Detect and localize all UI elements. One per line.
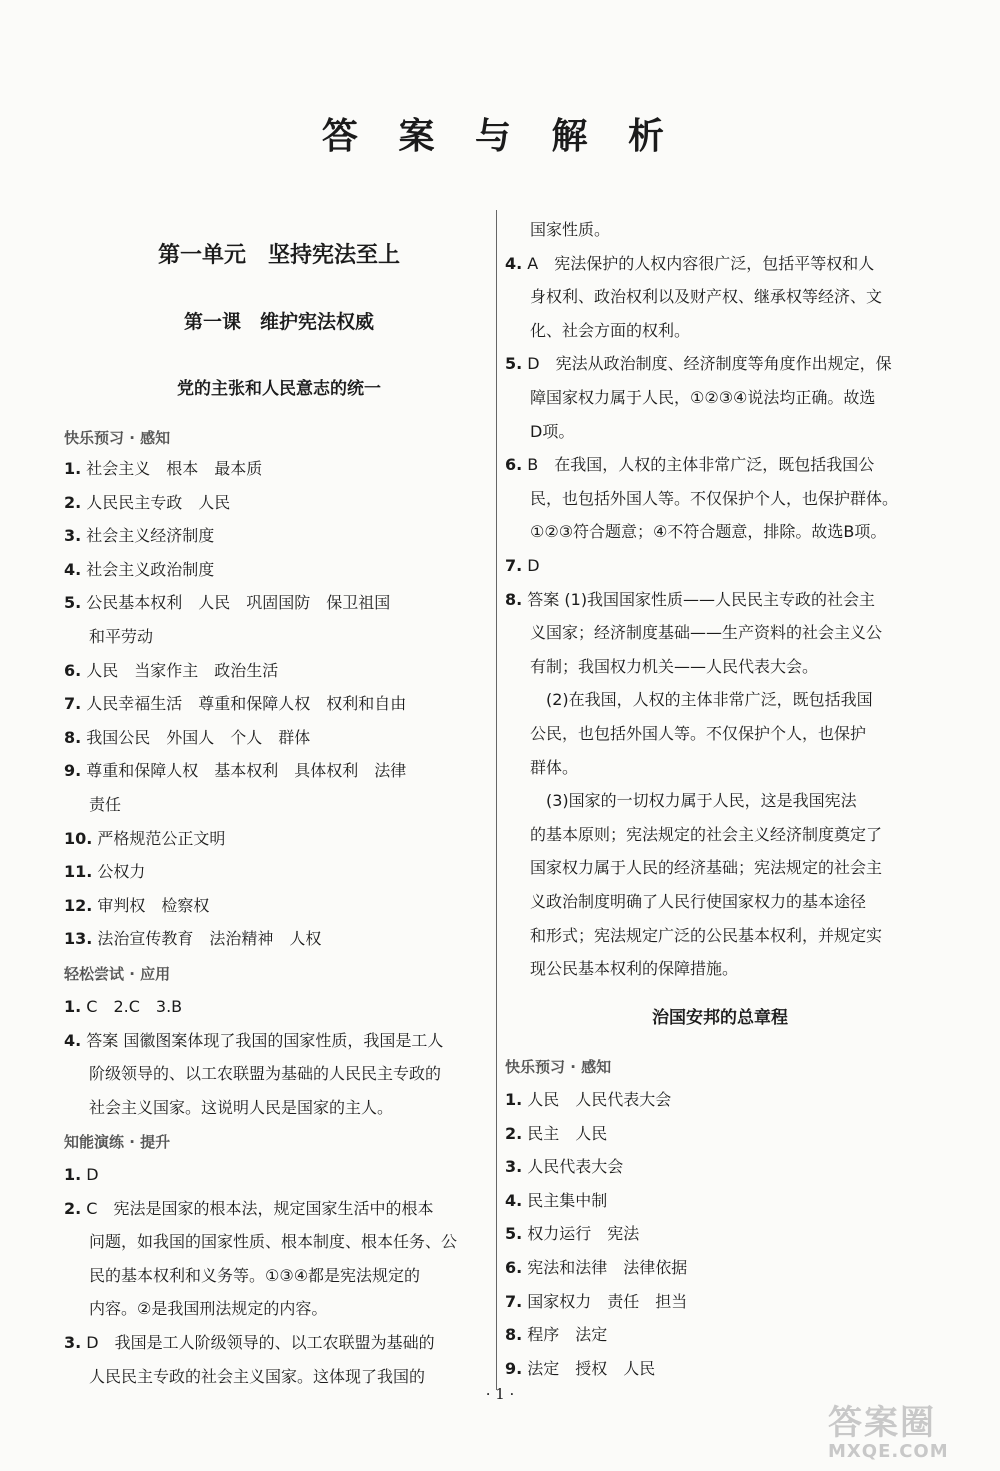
item-text: 答案 (1)我国国家性质——人民民主专政的社会主 xyxy=(522,589,876,609)
item-number: 8. xyxy=(505,589,523,609)
item-number: 3. xyxy=(64,1333,82,1352)
answer-line xyxy=(505,757,578,779)
answer-line xyxy=(64,794,121,816)
answer-line xyxy=(505,1089,671,1111)
item-number: 4. xyxy=(64,1030,82,1050)
answer-line xyxy=(505,891,866,913)
item-text: A 宪法保护的人权内容很广泛，包括平等权和人 xyxy=(522,253,875,273)
item-text: 人民民主专政 人民 xyxy=(81,492,231,512)
item-text: 人民 人民代表大会 xyxy=(522,1090,672,1109)
item-number: 6. xyxy=(64,660,82,680)
item-text: 义国家；经济制度基础——生产资料的社会主义公 xyxy=(530,623,883,643)
answer-line xyxy=(505,1324,607,1346)
item-number: 5. xyxy=(505,1224,523,1244)
item-number: 3. xyxy=(64,526,82,546)
subsection-label: 知能演练 · 提升 xyxy=(64,1133,171,1151)
item-text: 法定 授权 人民 xyxy=(522,1358,656,1378)
item-text: 国家权力属于人民的经济基础；宪法规定的社会主 xyxy=(530,858,883,878)
answer-line xyxy=(505,1223,639,1245)
item-text: 责任 xyxy=(89,795,122,814)
answer-line xyxy=(64,626,153,648)
item-number: 7. xyxy=(505,1291,523,1311)
item-number: 13. xyxy=(64,929,93,949)
answer-line xyxy=(505,488,898,510)
item-text: 国家性质。 xyxy=(530,220,611,239)
answer-line xyxy=(64,1164,99,1186)
item-text: 宪法和法律 法律依据 xyxy=(522,1258,688,1277)
answer-line xyxy=(505,824,882,846)
answer-line xyxy=(505,353,892,375)
answer-line xyxy=(64,828,225,850)
answer-line xyxy=(505,1123,607,1145)
answer-line xyxy=(64,559,214,581)
item-number: 4. xyxy=(505,253,523,273)
section-heading: 治国安邦的总章程 xyxy=(652,1008,788,1028)
item-text: 严格规范公正文明 xyxy=(92,828,226,848)
answer-line xyxy=(64,928,321,950)
answer-line xyxy=(505,1358,655,1380)
item-text: 义政治制度明确了人民行使国家权力的基本途径 xyxy=(530,892,867,911)
answer-line xyxy=(64,727,310,749)
answer-line xyxy=(505,589,875,611)
answer-line xyxy=(505,925,882,947)
item-number: 6. xyxy=(505,1258,523,1277)
item-text: 身权利、政治权利以及财产权、继承权等经济、文 xyxy=(530,287,883,307)
item-text: D 我国是工人阶级领导的、以工农联盟为基础的 xyxy=(81,1333,435,1352)
answer-line xyxy=(64,525,214,547)
item-number: 7. xyxy=(505,556,523,575)
item-text: 人民幸福生活 尊重和保障人权 权利和自由 xyxy=(81,694,407,714)
item-text: 群体。 xyxy=(530,757,579,777)
item-number: 9. xyxy=(64,761,82,781)
answer-line xyxy=(505,958,738,980)
item-number: 1. xyxy=(64,1165,82,1184)
item-number: 8. xyxy=(505,1325,523,1345)
answer-line xyxy=(64,861,145,883)
item-number: 10. xyxy=(64,828,93,848)
item-text: 法治宣传教育 法治精神 人权 xyxy=(92,929,322,949)
answer-line xyxy=(505,1257,687,1279)
item-text: 和平劳动 xyxy=(89,627,154,646)
answer-line xyxy=(505,1190,607,1212)
item-number: 5. xyxy=(64,593,82,613)
answer-line xyxy=(64,895,209,917)
item-text: 我国公民 外国人 个人 群体 xyxy=(81,727,311,747)
item-text: 审判权 检察权 xyxy=(92,895,210,915)
item-text: 社会主义经济制度 xyxy=(81,526,215,546)
answer-line xyxy=(64,592,390,614)
item-text: D xyxy=(81,1165,99,1184)
answer-line xyxy=(64,760,406,782)
item-text: 阶级领导的、以工农联盟为基础的人民民主专政的 xyxy=(89,1064,442,1083)
item-text: 民主集中制 xyxy=(522,1190,608,1210)
item-number: 3. xyxy=(505,1157,523,1177)
item-text: 问题，如我国的国家性质、根本制度、根本任务、公 xyxy=(89,1232,458,1252)
answer-line xyxy=(64,1265,420,1287)
answer-line xyxy=(505,1291,687,1313)
item-text: 公民基本权利 人民 巩固国防 保卫祖国 xyxy=(81,593,391,613)
answer-line xyxy=(505,1156,623,1178)
answer-line xyxy=(505,622,882,644)
item-text: 人民民主专政的社会主义国家。这体现了我国的 xyxy=(89,1366,426,1386)
item-text: 程序 法定 xyxy=(522,1325,608,1345)
subsection-label: 快乐预习 · 感知 xyxy=(505,1058,612,1076)
answer-line xyxy=(64,1097,393,1119)
item-text: 人民 当家作主 政治生活 xyxy=(81,660,279,680)
answer-line xyxy=(505,219,610,241)
item-text: 社会主义政治制度 xyxy=(81,559,215,579)
answer-line xyxy=(64,1063,441,1085)
lesson-heading: 第一课 维护宪法权威 xyxy=(183,311,374,333)
item-text: 现公民基本权利的保障措施。 xyxy=(530,959,739,979)
answer-line xyxy=(505,454,874,476)
answer-line xyxy=(64,1030,443,1052)
watermark-text: 答案圈 xyxy=(828,1403,936,1443)
item-number: 4. xyxy=(64,559,82,579)
item-text: 内容。②是我国刑法规定的内容。 xyxy=(89,1299,328,1319)
item-text: 有制；我国权力机关——人民代表大会。 xyxy=(530,656,819,676)
item-number: 11. xyxy=(64,862,93,882)
answer-line xyxy=(64,492,230,514)
item-text: C 2.C 3.B xyxy=(81,997,183,1016)
item-text: C 宪法是国家的根本法，规定国家生活中的根本 xyxy=(81,1198,434,1218)
answer-line xyxy=(64,1298,327,1320)
item-number: 6. xyxy=(505,455,523,475)
answer-line xyxy=(505,320,690,342)
watermark-logo xyxy=(828,1405,978,1465)
answer-line xyxy=(505,253,874,275)
item-text: 障国家权力属于人民，①②③④说法均正确。故选 xyxy=(530,388,876,407)
item-number: 2. xyxy=(64,1198,82,1218)
item-number: 5. xyxy=(505,354,523,374)
answer-line xyxy=(64,1332,435,1354)
item-number: 12. xyxy=(64,895,93,915)
item-text: D xyxy=(522,556,540,575)
item-text: 社会主义国家。这说明人民是国家的主人。 xyxy=(89,1097,394,1117)
item-text: 化、社会方面的权利。 xyxy=(530,320,691,340)
answer-line xyxy=(505,387,875,409)
item-number: 2. xyxy=(64,492,82,512)
answer-line xyxy=(64,1231,457,1253)
item-number: 1. xyxy=(64,997,82,1016)
answer-line xyxy=(64,458,262,480)
item-number: 1. xyxy=(64,459,82,478)
answer-line xyxy=(505,857,882,879)
answer-line xyxy=(505,521,886,543)
item-text: B 在我国，人权的主体非常广泛，既包括我国公 xyxy=(522,455,875,475)
item-text: 公权力 xyxy=(92,862,146,882)
answer-line xyxy=(505,689,873,711)
page-title: 答 案 与 解 析 xyxy=(321,115,679,157)
subsection-label: 轻松尝试 · 应用 xyxy=(64,965,171,983)
item-text: 和形式；宪法规定广泛的公民基本权利，并规定实 xyxy=(530,925,883,945)
item-text: 的基本原则；宪法规定的社会主义经济制度奠定了 xyxy=(530,824,883,844)
answer-line xyxy=(505,421,574,443)
item-text: D项。 xyxy=(530,421,575,441)
item-text: D 宪法从政治制度、经济制度等角度作出规定，保 xyxy=(522,354,892,374)
item-text: (2)在我国，人权的主体非常广泛，既包括我国 xyxy=(530,690,873,710)
item-text: 民的基本权利和义务等。①③④都是宪法规定的 xyxy=(89,1265,421,1285)
item-text: 人民代表大会 xyxy=(522,1157,624,1177)
item-number: 8. xyxy=(64,727,82,747)
answer-line xyxy=(64,693,406,715)
column-divider xyxy=(496,210,497,1390)
item-text: 社会主义 根本 最本质 xyxy=(81,459,263,478)
subsection-label: 快乐预习 · 感知 xyxy=(64,429,171,447)
item-text: 答案 国徽图案体现了我国的国家性质，我国是工人 xyxy=(81,1030,444,1050)
item-text: (3)国家的一切权力属于人民，这是我国宪法 xyxy=(530,791,857,811)
item-number: 4. xyxy=(505,1190,523,1210)
page-number: · 1 · xyxy=(485,1385,515,1403)
item-number: 7. xyxy=(64,694,82,714)
item-number: 9. xyxy=(505,1358,523,1378)
item-text: 民，也包括外国人等。不仅保护个人，也保护群体。 xyxy=(530,488,899,508)
answer-line xyxy=(505,723,866,745)
answer-line xyxy=(505,555,540,577)
answer-line xyxy=(505,790,857,812)
answer-line xyxy=(505,286,882,308)
item-text: 权力运行 宪法 xyxy=(522,1224,640,1244)
item-text: 国家权力 责任 担当 xyxy=(522,1291,688,1311)
item-text: 尊重和保障人权 基本权利 具体权利 法律 xyxy=(81,761,407,781)
section-heading: 党的主张和人民意志的统一 xyxy=(177,379,381,399)
item-text: ①②③符合题意；④不符合题意，排除。故选B项。 xyxy=(530,522,887,542)
item-text: 公民，也包括外国人等。不仅保护个人，也保护 xyxy=(530,724,867,743)
answer-line xyxy=(505,656,818,678)
item-number: 1. xyxy=(505,1090,523,1109)
answer-line xyxy=(64,1198,433,1220)
item-text: 民主 人民 xyxy=(522,1123,608,1143)
unit-heading: 第一单元 坚持宪法至上 xyxy=(157,243,400,268)
item-number: 2. xyxy=(505,1123,523,1143)
answer-line xyxy=(64,996,182,1018)
watermark-url: MXQE.COM xyxy=(828,1441,949,1462)
answer-line xyxy=(64,660,278,682)
